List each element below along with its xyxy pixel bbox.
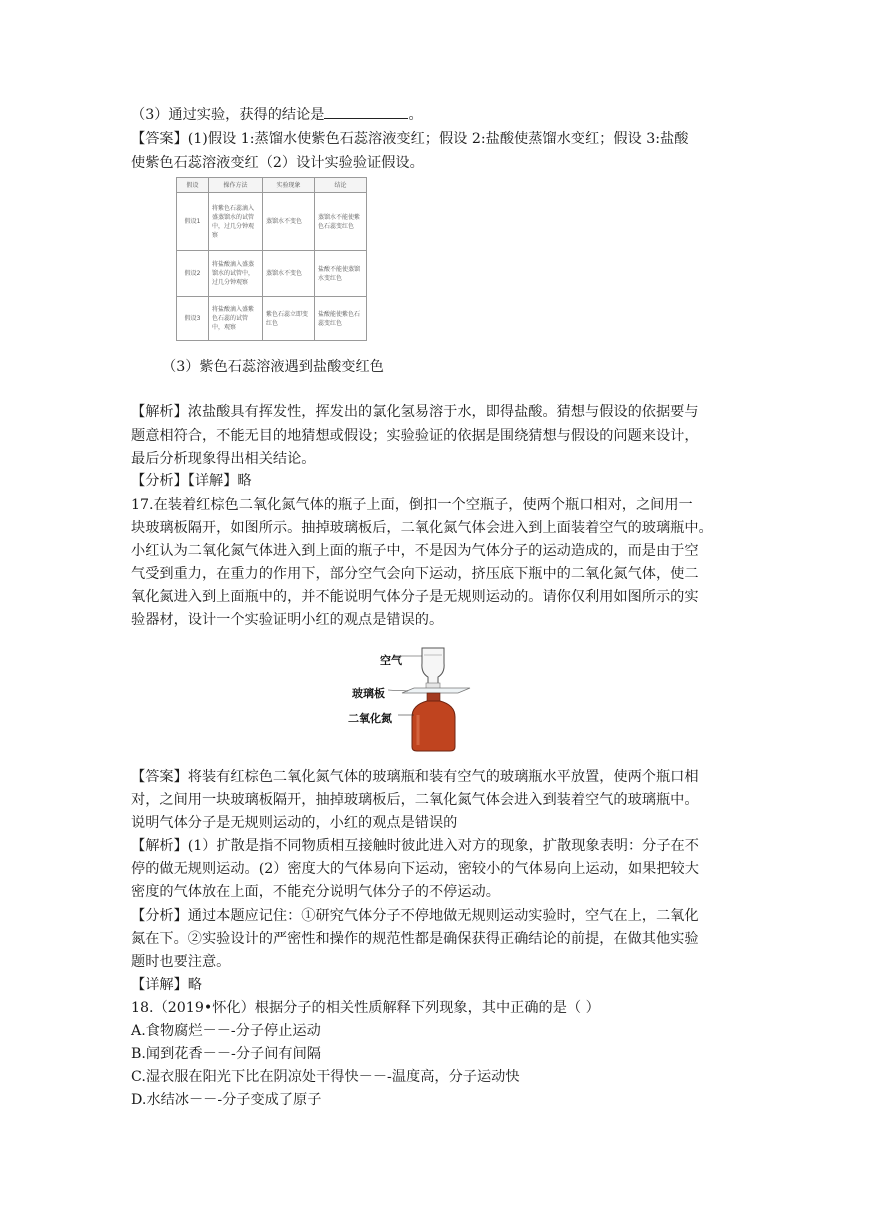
answer-part-3: （3）紫色石蕊溶液遇到盐酸变红色 <box>162 359 384 375</box>
option-c: C.湿衣服在阳光下比在阴凉处干得快－－-温度高，分子运动快 <box>131 1069 520 1085</box>
question-17-line-5: 氧化氮进入到上面瓶中的，并不能说明气体分子是无规则运动的。请你仅利用如图所示的实 <box>131 589 699 605</box>
question-17-line-3: 小红认为二氧化氮气体进入到上面的瓶子中，不是因为气体分子的运动造成的，而是由于空 <box>131 543 699 559</box>
analysis-line-3: 最后分析现象得出相关结论。 <box>131 451 316 467</box>
table-cell: 蒸馏水不变色 <box>263 251 315 297</box>
answer-line-1: 【答案】(1)假设 1:蒸馏水使紫色石蕊溶液变红；假设 2:盐酸使蒸馏水变红；假设 3:盐酸 <box>131 131 689 147</box>
table-cell: 蒸馏水不能使紫色石蕊变红色 <box>315 193 367 251</box>
table-cell: 盐酸能使紫色石蕊变红色 <box>315 297 367 341</box>
table-cell: 紫色石蕊立即变红色 <box>263 297 315 341</box>
analysis-17-line-2: 停的做无规则运动。(2）密度大的气体易向下运动，密较小的气体易向上运动，如果把较大 <box>131 861 699 877</box>
table-cell: 蒸馏水不变色 <box>263 193 315 251</box>
question-17-line-1: 17.在装着红棕色二氧化氮气体的瓶子上面，倒扣一个空瓶子，使两个瓶口相对，之间用一 <box>131 497 693 513</box>
answer-17-line-2: 对，之间用一块玻璃板隔开，抽掉玻璃板后，二氧化氮气体会进入到装着空气的玻璃瓶中。 <box>131 792 699 808</box>
bottle-diagram <box>340 643 490 753</box>
question-3-conclusion <box>131 104 423 125</box>
label-air: 空气 <box>380 654 402 667</box>
glass-plate <box>402 688 470 693</box>
analysis-17-line-3: 密度的气体放在上面，不能充分说明气体分子的不停运动。 <box>131 884 500 900</box>
table-header: 假设 <box>177 178 209 193</box>
option-d: D.水结冰－－-分子变成了原子 <box>131 1092 322 1108</box>
table-cell: 将紫色石蕊滴入盛蒸馏水的试管中，过几分钟观察 <box>209 193 263 251</box>
table-header: 实验现象 <box>263 178 315 193</box>
option-a: A.食物腐烂－－-分子停止运动 <box>131 1023 321 1039</box>
detail-17-line: 【详解】略 <box>131 977 202 993</box>
question-18-stem: 18.（2019•怀化）根据分子的相关性质解释下列现象，其中正确的是（ ） <box>131 1000 600 1016</box>
punctuation: 。 <box>408 107 423 123</box>
experiment-table <box>176 177 367 341</box>
analysis-line-2: 题意相符合，不能无目的地猜想或假设；实验验证的依据是围绕猜想与假设的问题来设计， <box>131 428 699 444</box>
label-glass-plate: 玻璃板 <box>352 687 385 700</box>
answer-blank <box>324 104 408 119</box>
answer-17-line-3: 说明气体分子是无规则运动的，小红的观点是错误的 <box>131 815 458 831</box>
table-cell: 将盐酸滴入盛紫色石蕊的试管中，观察 <box>209 297 263 341</box>
table-cell: 假设3 <box>177 297 209 341</box>
table-row <box>177 193 367 251</box>
table-cell: 盐酸不能使蒸馏水变红色 <box>315 251 367 297</box>
analysis-line-1: 【解析】浓盐酸具有挥发性，挥发出的氯化氢易溶于水，即得盐酸。猜想与假设的依据要与 <box>131 404 699 420</box>
answer-line-2: 使紫色石蕊溶液变红（2）设计实验验证假设。 <box>131 155 424 171</box>
summary-17-line-2: 氮在下。②实验设计的严密性和操作的规范性都是确保获得正确结论的前提，在做其他实验 <box>131 931 699 947</box>
detail-line: 【分析】【详解】略 <box>131 473 252 489</box>
answer-17-line-1: 【答案】将装有红棕色二氧化氮气体的玻璃瓶和装有空气的玻璃瓶水平放置，使两个瓶口相 <box>131 769 699 785</box>
table-header: 操作方法 <box>209 178 263 193</box>
table-header: 结论 <box>315 178 367 193</box>
bottles-illustration <box>340 643 490 753</box>
question-17-line-6: 验器材，设计一个实验证明小红的观点是错误的。 <box>131 612 444 628</box>
table-cell: 假设2 <box>177 251 209 297</box>
option-b: B.闻到花香－－-分子间有间隔 <box>131 1046 321 1062</box>
label-nitrogen-dioxide: 二氧化氮 <box>348 712 392 725</box>
table-row <box>177 251 367 297</box>
table-cell: 将盐酸滴入盛蒸馏水的试管中，过几分钟观察 <box>209 251 263 297</box>
question-17-line-4: 气受到重力，在重力的作用下，部分空气会向下运动，挤压底下瓶中的二氧化氮气体，使二 <box>131 566 699 582</box>
table-header-row <box>177 178 367 193</box>
question-text: （3）通过实验，获得的结论是 <box>131 107 325 123</box>
summary-17-line-1: 【分析】通过本题应记住：①研究气体分子不停地做无规则运动实验时，空气在上，二氧化 <box>131 908 699 924</box>
analysis-17-line-1: 【解析】(1）扩散是指不同物质相互接触时彼此进入对方的现象，扩散现象表明：分子在不 <box>131 838 699 854</box>
table-cell: 假设1 <box>177 193 209 251</box>
question-17-line-2: 块玻璃板隔开，如图所示。抽掉玻璃板后，二氧化氮气体会进入到上面装着空气的玻璃瓶中。 <box>131 520 713 536</box>
summary-17-line-3: 题时也要注意。 <box>131 954 231 970</box>
table-row <box>177 297 367 341</box>
